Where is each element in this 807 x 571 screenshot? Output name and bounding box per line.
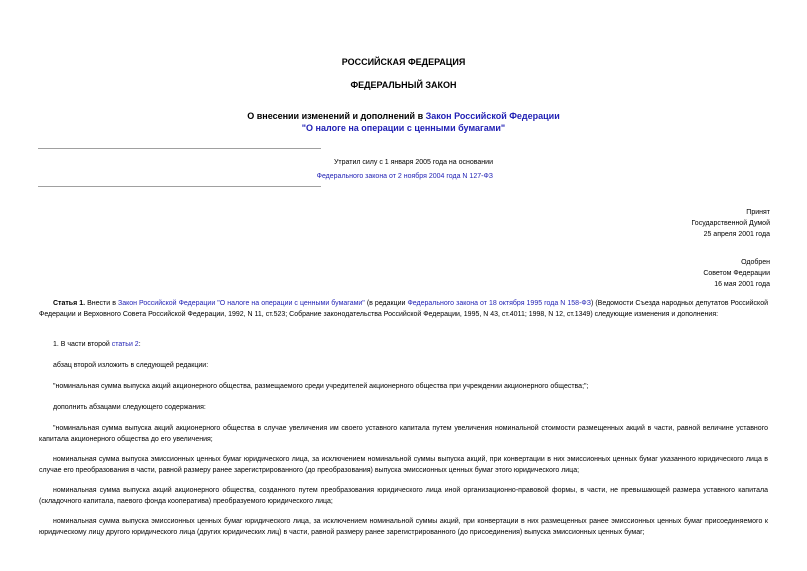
doc-type-heading: ФЕДЕРАЛЬНЫЙ ЗАКОН	[350, 80, 457, 90]
divider-bottom	[38, 186, 321, 187]
paragraph-4: номинальная сумма выпуска эмиссионных ценных бумаг юридического лица, за исключением номинальной суммы акций, при конвертации в них размещенных ранее эмиссионных ценных бумаг присоединяемого к юридическому лицу другого юридического лица (других юридических лиц) в части, равной размеру ранее зарегистрированного (до присоединения) выпуска эмиссионных ценных бумаг;	[39, 518, 768, 536]
article-1-text-2: (в редакции	[364, 300, 408, 307]
adopted-date: 25 апреля 2001 года	[703, 231, 770, 238]
federal-law-1995-link[interactable]: Федерального закона от 18 октября 1995 года N 158-ФЗ	[407, 300, 591, 307]
adopted-body: Государственной Думой	[691, 220, 770, 227]
article-1-text: Внести в	[85, 300, 118, 307]
item-1-prefix: 1. В части второй	[53, 341, 112, 348]
article-2-link[interactable]: статьи 2	[111, 341, 139, 348]
country-heading: РОССИЙСКАЯ ФЕДЕРАЦИЯ	[341, 57, 466, 67]
article-1-text-3: ) (Ведомости Съезда народных депутатов Российской Федерации и Верховного Совета Российской Федерации, 1992, N 11, ст.523; Собрание законодательства Российской Федерации, 1995, N 43, ст.4011; 1998, N 12, ст.1349) следующие изменения и дополнения:	[39, 300, 768, 318]
approved-block	[703, 257, 770, 290]
law-title	[0, 110, 807, 134]
law-title-link-2[interactable]: "О налоге на операции с ценными бумагами"	[301, 123, 506, 133]
law-title-link[interactable]: Закон Российской Федерации	[425, 111, 560, 121]
repeal-law-link[interactable]: Федерального закона от 2 ноября 2004 года N 127-ФЗ	[316, 173, 493, 180]
line-paragraph-2: абзац второй изложить в следующей редакции:	[53, 362, 209, 369]
divider-top	[38, 148, 321, 149]
paragraph-2: номинальная сумма выпуска эмиссионных ценных бумаг юридического лица, за исключением номинальной суммы выпуска акций, при конвертации в них эмиссионных ценных бумаг указанного юридического лица в случае его преобразования в части, равной размеру ранее зарегистрированного (до преобразования) выпуска эмиссионных ценных бумаг этого юридического лица;	[39, 456, 768, 474]
line-new-wording: "номинальная сумма выпуска акций акционерного общества, размещаемого среди учредителей акционерного общества при учреждении акционерного общества;";	[53, 383, 589, 390]
paragraph-3: номинальная сумма выпуска акций акционерного общества, созданного путем преобразования юридического лица иной организационно-правовой формы, в части, не превышающей размера уставного капитала (складочного капитала, паевого фонда кооператива) преобразуемого юридического лица;	[39, 487, 768, 505]
approved-body: Советом Федерации	[703, 270, 770, 277]
approved-label: Одобрен	[741, 259, 770, 266]
approved-date: 16 мая 2001 года	[714, 281, 770, 288]
article-1-label: Статья 1.	[53, 300, 86, 307]
adopted-label: Принят	[746, 209, 770, 216]
status-note-text: Утратил силу с 1 января 2005 года на основании	[333, 159, 493, 166]
adopted-block	[691, 207, 770, 240]
article-1-paragraph	[39, 298, 768, 320]
law-title-prefix: О внесении изменений и дополнений в	[247, 111, 426, 121]
line-add-paragraphs: дополнить абзацами следующего содержания:	[53, 404, 206, 411]
paragraph-1: "номинальная сумма выпуска акций акционерного общества в случае увеличения им своего уставного капитала путем увеличения номинальной стоимости размещенных акций в части, равной величине уставного капитала акционерного общества до его увеличения;	[39, 425, 768, 443]
item-1	[53, 339, 141, 350]
item-1-suffix: :	[138, 341, 141, 348]
tax-law-link[interactable]: Закон Российской Федерации "О налоге на операции с ценными бумагами"	[117, 300, 365, 307]
status-note	[38, 156, 493, 184]
